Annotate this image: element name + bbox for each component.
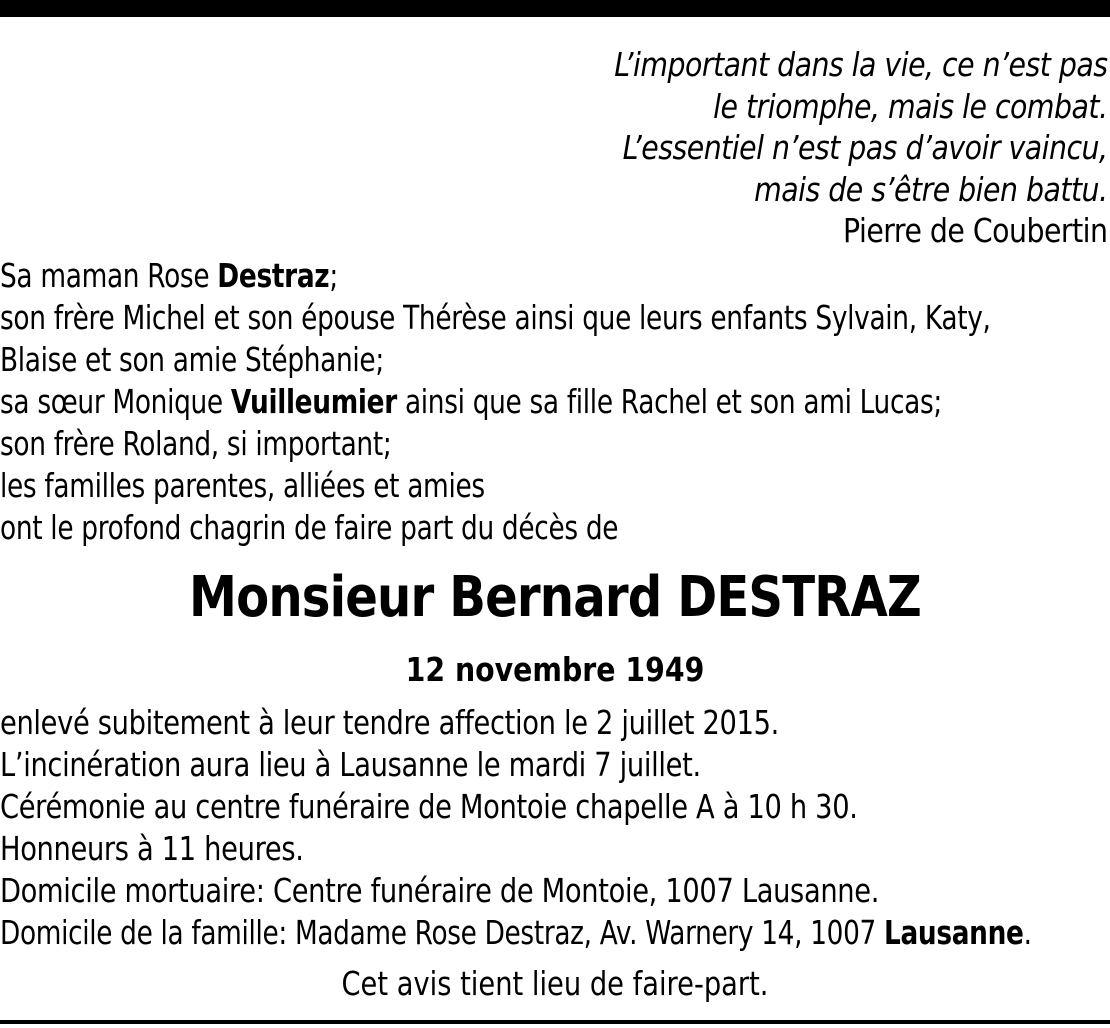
birth-date: 12 novembre 1949	[405, 650, 705, 689]
family-line: Blaise et son amie Stéphanie;	[0, 341, 384, 379]
address-text: .	[1023, 914, 1032, 952]
family-line: les familles parentes, alliées et amies	[0, 467, 485, 505]
detail-line: Domicile mortuaire: Centre funéraire de Montoie, 1007 Lausanne.	[0, 872, 880, 910]
family-line	[0, 381, 991, 423]
deceased-name: Monsieur Bernard DESTRAZ	[189, 565, 921, 630]
quote-line: L’important dans la vie, ce n’est pas	[614, 45, 1108, 84]
family-announcement	[0, 255, 991, 549]
quote-line: mais de s’être bien battu.	[754, 169, 1108, 209]
family-text: ainsi que sa fille Rachel et son ami Lucas;	[396, 383, 942, 421]
epigraph-quote	[615, 44, 1108, 252]
quote-author: Pierre de Coubertin	[843, 211, 1108, 250]
family-address	[0, 912, 1032, 954]
family-text: ;	[329, 257, 338, 295]
funeral-details	[0, 702, 1069, 954]
family-text: Sa maman Rose	[0, 257, 218, 295]
family-line: ont le profond chagrin de faire part du décès de	[0, 509, 619, 547]
detail-line: Honneurs à 11 heures.	[0, 830, 304, 868]
closing-note: Cet avis tient lieu de faire-part.	[341, 965, 769, 1003]
address-text: Domicile de la famille: Madame Rose Destraz, Av. Warnery 14, 1007	[0, 914, 885, 952]
family-text: sa sœur Monique	[0, 383, 231, 421]
detail-line	[0, 912, 1069, 954]
family-line: son frère Roland, si important;	[0, 425, 392, 463]
family-line: son frère Michel et son épouse Thérèse ainsi que leurs enfants Sylvain, Katy,	[0, 299, 991, 337]
family-surname: Vuilleumier	[230, 383, 397, 421]
detail-line: Cérémonie au centre funéraire de Montoie chapelle A à 10 h 30.	[0, 788, 858, 826]
detail-line: L’incinération aura lieu à Lausanne le mardi 7 juillet.	[0, 746, 701, 784]
bottom-border-rule	[0, 1020, 1110, 1024]
quote-line: le triomphe, mais le combat.	[713, 86, 1108, 126]
family-surname: Destraz	[217, 257, 330, 295]
address-city: Lausanne	[884, 914, 1024, 952]
top-border-rule	[0, 0, 1110, 17]
quote-line: L’essentiel n’est pas d’avoir vaincu,	[623, 128, 1108, 167]
detail-line: enlevé subitement à leur tendre affection le 2 juillet 2015.	[0, 704, 779, 742]
family-line	[0, 255, 991, 297]
